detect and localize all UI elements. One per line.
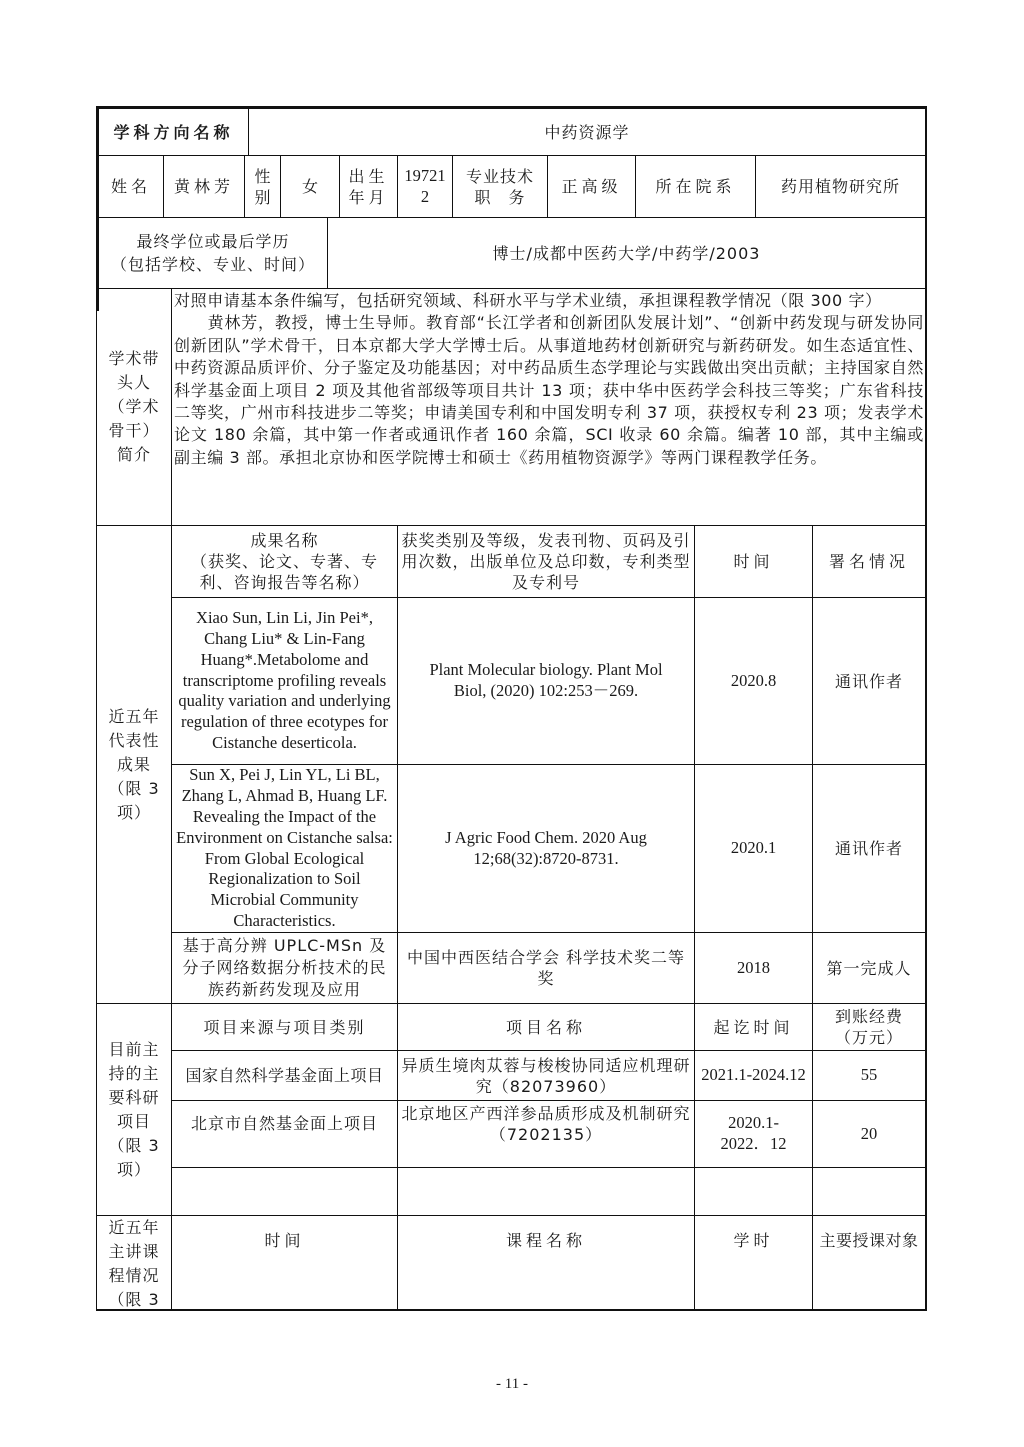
project-row-empty [172,1168,925,1215]
project-name-header: 项目名称 [505,1017,586,1037]
achievement-name: 基于高分辨 UPLC-MSn 及分子网络数据分析技术的民族药新药发现及应用 [182,936,387,999]
project-source: 北京市自然基金面上项目 [190,1114,378,1133]
birth-label: 出生 年月 [348,166,389,207]
achievement-type: 中国中西医结合学会 科学技术奖二等奖 [406,948,686,988]
birth-value: 19721 2 [404,165,446,206]
gender-value: 女 [301,177,318,196]
achievements-label: 近五年 代表性 成果 （限 3 项） [108,706,160,822]
project-funding: 20 [860,1123,878,1143]
achievement-type: J Agric Food Chem. 2020 Aug 12;68(32):8720-8731. [445,827,647,868]
subject-direction-label: 学科方向名称 [113,122,234,142]
department-value: 药用植物研究所 [780,177,900,196]
bio-label: 学术带 头人 （学术 骨干） 简介 [108,349,160,464]
achievement-name: Xiao Sun, Lin Li, Jin Pei*, Chang Liu* & Lin-Fang Huang*.Metabolome and transcriptome profiling reveals quality variation and underlying regulation of three ecotypes for Cistanche deserticola. [178,608,391,752]
page-number: - 11 - [496,1375,528,1392]
course-target-header: 主要授课对象 [819,1230,919,1250]
achievement-time-header: 时间 [733,552,774,571]
course-hours-header: 学时 [733,1230,774,1250]
achievement-sign-header: 署名情况 [828,552,909,571]
bio-content [174,290,924,524]
achievement-sign: 通讯作者 [834,839,903,858]
professional-title-label: 专业技术 职 务 [465,166,534,207]
projects-label: 目前主 持的主 要科研 项目 （限 3 项） [108,1039,160,1179]
project-source-header: 项目来源与项目类别 [203,1017,366,1037]
project-period-header: 起讫时间 [713,1017,794,1037]
gender-label: 性 别 [254,166,271,207]
courses-label: 近五年 主讲课 程情况 （限 3 [108,1218,160,1309]
subject-direction-value: 中药资源学 [544,122,630,142]
bio-instruction: 对照申请基本条件编写，包括研究领域、科研水平与学术业绩，承担课程教学情况（限 300 字） [174,291,882,310]
name-label: 姓名 [110,177,151,196]
achievement-type-header: 获奖类别及等级，发表刊物、页码及引用次数，出版单位及总印数，专利类型及专利号 [401,531,691,592]
achievement-name: Sun X, Pei J, Lin YL, Li BL, Zhang L, Ahmad B, Huang LF. Revealing the Impact of the Environment on Cistanche salsa: From Global Ecological Regionalization to Soil Microbial Community Characteristics. [176,765,393,930]
project-period: 2020.1- 2022．12 [720,1113,787,1153]
achievement-type: Plant Molecular biology. Plant Mol Biol, (2020) 102:253－269. [429,660,663,700]
achievement-sign: 第一完成人 [826,958,912,978]
achievement-time: 2020.8 [730,670,777,690]
course-time-header: 时间 [264,1230,305,1250]
project-source: 国家自然科学基金面上项目 [185,1066,384,1085]
degree-value: 博士/成都中医药大学/中药学/2003 [492,243,761,263]
department-label: 所在院系 [655,177,736,196]
achievement-name-header: 成果名称 （获奖、论文、专著、专 利、咨询报告等名称） [190,531,378,592]
achievement-time: 2018 [737,957,770,977]
achievement-time: 2020.1 [730,838,777,858]
course-name-header: 课程名称 [505,1230,586,1250]
project-period: 2021.1-2024.12 [701,1065,806,1085]
professional-title-value: 正高级 [561,177,622,196]
project-name: 异质生境肉苁蓉与梭梭协同适应机理研究（82073960） [401,1055,691,1096]
degree-label: 最终学位或最后学历 （包括学校、专业、时间） [110,232,315,274]
project-funding: 55 [860,1065,878,1085]
project-funding-header: 到账经费 （万元） [834,1007,903,1047]
achievement-sign: 通讯作者 [834,671,903,691]
name-value: 黄林芳 [173,177,234,196]
project-name: 北京地区产西洋参品质形成及机制研究（7202135） [401,1104,691,1144]
bio-text: 黄林芳，教授，博士生导师。教育部“长江学者和创新团队发展计划”、“创新中药发现与研发协同创新团队”学术骨干，日本京都大学大学博士后。从事道地药材创新研究与新药研发。如生态适宜性、中药资源品质评价、分子鉴定及功能基因；对中药品质生态学理论与实践做出突出贡献；主持国家自然科学基金面上项目 2 项及其他省部级等项目共计 13 项；获中华中医药学会科技三等奖；广东省科技二等奖，广州市科技进步二等奖；申请美国专利和中国发明专利 37 项，获授权专利 23 项；发表学术论文 180 余篇，其中第一作者或通讯作者 160 余篇，SCI 收录 60 余篇。编著 10 部，其中主编或副主编 3 部。承担北京协和医学院博士和硕士《药用植物资源学》等两门课程教学任务。 [174,313,924,467]
